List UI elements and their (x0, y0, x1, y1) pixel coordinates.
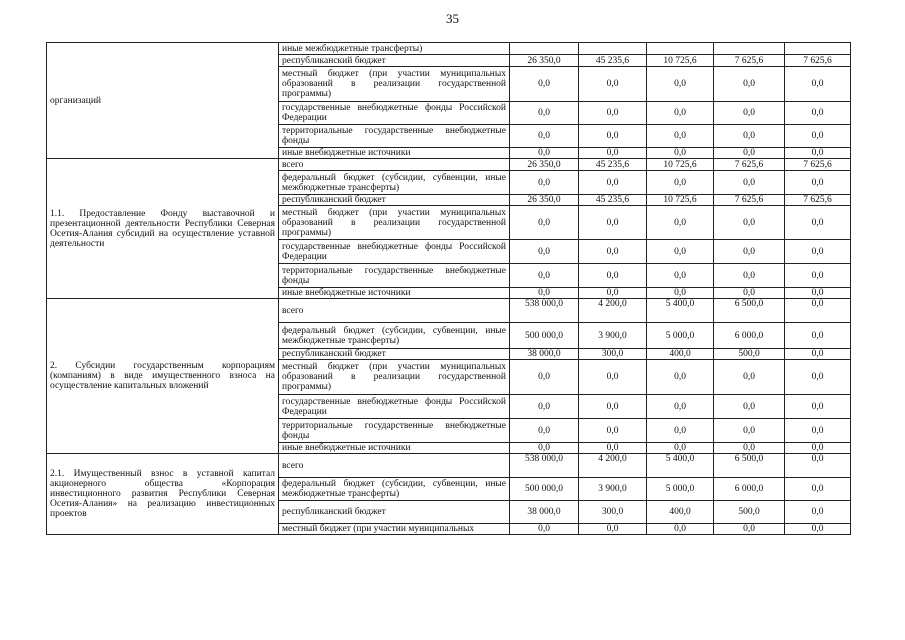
value-cell-2: 0,0 (579, 524, 647, 535)
funding-source: местный бюджет (при участии муниципальных образований в реализации государственной программы) (279, 206, 510, 240)
value-cell-2: 0,0 (579, 148, 647, 159)
value-cell-1: 38 000,0 (510, 349, 579, 360)
value-cell-4: 0,0 (714, 395, 785, 419)
funding-source: иные внебюджетные источники (279, 148, 510, 159)
value-cell-3: 400,0 (647, 501, 714, 524)
funding-source: местный бюджет (при участии муниципальных образований в реализации государственной программы) (279, 360, 510, 395)
value-cell-3: 0,0 (647, 240, 714, 264)
value-cell-1: 500 000,0 (510, 323, 579, 349)
funding-source: территориальные государственные внебюджетные фонды (279, 125, 510, 148)
value-cell-5: 0,0 (785, 125, 851, 148)
funding-source: федеральный бюджет (субсидии, субвенции, иные межбюджетные трансферты) (279, 478, 510, 501)
value-cell-1: 0,0 (510, 148, 579, 159)
value-cell-5: 0,0 (785, 240, 851, 264)
value-cell-1: 26 350,0 (510, 195, 579, 206)
value-cell-3: 0,0 (647, 125, 714, 148)
value-cell-4: 0,0 (714, 419, 785, 443)
funding-source: местный бюджет (при участии муниципальных (279, 524, 510, 535)
value-cell-5: 0,0 (785, 67, 851, 102)
value-cell-3: 0,0 (647, 288, 714, 299)
value-cell-1: 500 000,0 (510, 478, 579, 501)
value-cell-5: 0,0 (785, 419, 851, 443)
value-cell-5: 7 625,6 (785, 55, 851, 67)
program-item-name: организаций (47, 43, 279, 159)
funding-source: всего (279, 299, 510, 323)
value-cell-2: 0,0 (579, 360, 647, 395)
value-cell-3: 0,0 (647, 148, 714, 159)
value-cell-2: 0,0 (579, 264, 647, 288)
value-cell-5: 0,0 (785, 443, 851, 454)
value-cell-2: 0,0 (579, 171, 647, 195)
value-cell-2: 0,0 (579, 288, 647, 299)
value-cell-3: 5 400,0 (647, 454, 714, 478)
value-cell-1: 26 350,0 (510, 55, 579, 67)
funding-source: республиканский бюджет (279, 195, 510, 206)
funding-source: республиканский бюджет (279, 349, 510, 360)
value-cell-4 (714, 43, 785, 55)
value-cell-3: 0,0 (647, 67, 714, 102)
value-cell-4: 0,0 (714, 240, 785, 264)
table-row (47, 159, 851, 171)
value-cell-2: 0,0 (579, 125, 647, 148)
value-cell-1: 0,0 (510, 395, 579, 419)
value-cell-3: 10 725,6 (647, 195, 714, 206)
value-cell-3 (647, 43, 714, 55)
value-cell-3: 0,0 (647, 524, 714, 535)
page-number: 35 (446, 11, 459, 26)
value-cell-4: 0,0 (714, 206, 785, 240)
value-cell-5: 0,0 (785, 323, 851, 349)
value-cell-1: 0,0 (510, 524, 579, 535)
value-cell-5: 0,0 (785, 171, 851, 195)
value-cell-3: 5 400,0 (647, 299, 714, 323)
value-cell-3: 0,0 (647, 264, 714, 288)
value-cell-5: 0,0 (785, 299, 851, 323)
value-cell-4: 0,0 (714, 264, 785, 288)
value-cell-5: 0,0 (785, 102, 851, 125)
value-cell-3: 0,0 (647, 206, 714, 240)
value-cell-5: 0,0 (785, 360, 851, 395)
funding-source: государственные внебюджетные фонды Российской Федерации (279, 240, 510, 264)
value-cell-2: 4 200,0 (579, 299, 647, 323)
value-cell-5 (785, 43, 851, 55)
value-cell-4: 7 625,6 (714, 55, 785, 67)
value-cell-3: 0,0 (647, 419, 714, 443)
value-cell-2: 0,0 (579, 395, 647, 419)
value-cell-1: 0,0 (510, 125, 579, 148)
value-cell-2: 0,0 (579, 206, 647, 240)
value-cell-4: 0,0 (714, 524, 785, 535)
value-cell-1: 26 350,0 (510, 159, 579, 171)
value-cell-4: 0,0 (714, 360, 785, 395)
value-cell-5: 0,0 (785, 395, 851, 419)
value-cell-5: 0,0 (785, 264, 851, 288)
funding-source: всего (279, 454, 510, 478)
funding-source: иные внебюджетные источники (279, 288, 510, 299)
value-cell-1: 0,0 (510, 360, 579, 395)
value-cell-1: 0,0 (510, 102, 579, 125)
value-cell-4: 0,0 (714, 288, 785, 299)
funding-source: республиканский бюджет (279, 501, 510, 524)
value-cell-4: 0,0 (714, 148, 785, 159)
value-cell-2: 3 900,0 (579, 478, 647, 501)
value-cell-1: 0,0 (510, 288, 579, 299)
table-row (47, 43, 851, 55)
value-cell-2: 45 235,6 (579, 159, 647, 171)
value-cell-2: 300,0 (579, 501, 647, 524)
value-cell-1: 0,0 (510, 264, 579, 288)
program-item-name: 2. Субсидии государственным корпорациям (компаниям) в виде имущественного взноса на осуществление капитальных вложений (47, 299, 279, 454)
value-cell-2: 300,0 (579, 349, 647, 360)
value-cell-2: 0,0 (579, 419, 647, 443)
value-cell-4: 7 625,6 (714, 159, 785, 171)
table-row (47, 454, 851, 478)
value-cell-2: 0,0 (579, 67, 647, 102)
value-cell-4: 0,0 (714, 102, 785, 125)
funding-source: федеральный бюджет (субсидии, субвенции, иные межбюджетные трансферты) (279, 323, 510, 349)
value-cell-2: 0,0 (579, 102, 647, 125)
value-cell-5: 0,0 (785, 501, 851, 524)
value-cell-4: 0,0 (714, 125, 785, 148)
value-cell-3: 10 725,6 (647, 55, 714, 67)
value-cell-2 (579, 43, 647, 55)
value-cell-1: 0,0 (510, 171, 579, 195)
value-cell-2: 0,0 (579, 443, 647, 454)
value-cell-5: 0,0 (785, 454, 851, 478)
value-cell-5: 7 625,6 (785, 195, 851, 206)
funding-source: государственные внебюджетные фонды Российской Федерации (279, 395, 510, 419)
value-cell-1: 0,0 (510, 443, 579, 454)
value-cell-3: 0,0 (647, 171, 714, 195)
value-cell-3: 5 000,0 (647, 323, 714, 349)
funding-source: территориальные государственные внебюджетные фонды (279, 264, 510, 288)
value-cell-5: 0,0 (785, 148, 851, 159)
value-cell-1: 0,0 (510, 67, 579, 102)
value-cell-5: 0,0 (785, 349, 851, 360)
funding-source: иные межбюджетные трансферты) (279, 43, 510, 55)
funding-source: территориальные государственные внебюджетные фонды (279, 419, 510, 443)
value-cell-3: 0,0 (647, 395, 714, 419)
value-cell-3: 0,0 (647, 102, 714, 125)
value-cell-2: 45 235,6 (579, 195, 647, 206)
value-cell-2: 0,0 (579, 240, 647, 264)
funding-source: всего (279, 159, 510, 171)
funding-source: республиканский бюджет (279, 55, 510, 67)
value-cell-2: 4 200,0 (579, 454, 647, 478)
value-cell-1: 0,0 (510, 206, 579, 240)
program-item-name: 1.1. Предоставление Фонду выставочной и презентационной деятельности Республики Северная Осетия-Алания субсидий на осуществление уставной деятельности (47, 159, 279, 299)
value-cell-3: 10 725,6 (647, 159, 714, 171)
value-cell-4: 0,0 (714, 443, 785, 454)
value-cell-4: 0,0 (714, 67, 785, 102)
value-cell-4: 6 000,0 (714, 323, 785, 349)
value-cell-5: 0,0 (785, 288, 851, 299)
table-row (47, 299, 851, 323)
program-item-name: 2.1. Имущественный взнос в уставной капитал акционерного общества «Корпорация инвестиционного развития Республики Северная Осетия-Алания» на реализацию инвестиционных проектов (47, 454, 279, 535)
value-cell-4: 500,0 (714, 501, 785, 524)
value-cell-3: 0,0 (647, 360, 714, 395)
value-cell-1: 538 000,0 (510, 454, 579, 478)
value-cell-4: 7 625,6 (714, 195, 785, 206)
value-cell-2: 45 235,6 (579, 55, 647, 67)
value-cell-4: 6 500,0 (714, 454, 785, 478)
funding-source: государственные внебюджетные фонды Российской Федерации (279, 102, 510, 125)
value-cell-3: 5 000,0 (647, 478, 714, 501)
value-cell-2: 3 900,0 (579, 323, 647, 349)
value-cell-1: 38 000,0 (510, 501, 579, 524)
budget-table (46, 42, 851, 535)
value-cell-5: 7 625,6 (785, 159, 851, 171)
funding-source: местный бюджет (при участии муниципальных образований в реализации государственной программы) (279, 67, 510, 102)
value-cell-1 (510, 43, 579, 55)
value-cell-1: 0,0 (510, 419, 579, 443)
value-cell-1: 0,0 (510, 240, 579, 264)
value-cell-3: 0,0 (647, 443, 714, 454)
value-cell-1: 538 000,0 (510, 299, 579, 323)
value-cell-5: 0,0 (785, 206, 851, 240)
value-cell-5: 0,0 (785, 478, 851, 501)
funding-source: федеральный бюджет (субсидии, субвенции, иные межбюджетные трансферты) (279, 171, 510, 195)
value-cell-4: 6 000,0 (714, 478, 785, 501)
value-cell-3: 400,0 (647, 349, 714, 360)
value-cell-4: 0,0 (714, 171, 785, 195)
value-cell-5: 0,0 (785, 524, 851, 535)
value-cell-4: 6 500,0 (714, 299, 785, 323)
value-cell-4: 500,0 (714, 349, 785, 360)
funding-source: иные внебюджетные источники (279, 443, 510, 454)
